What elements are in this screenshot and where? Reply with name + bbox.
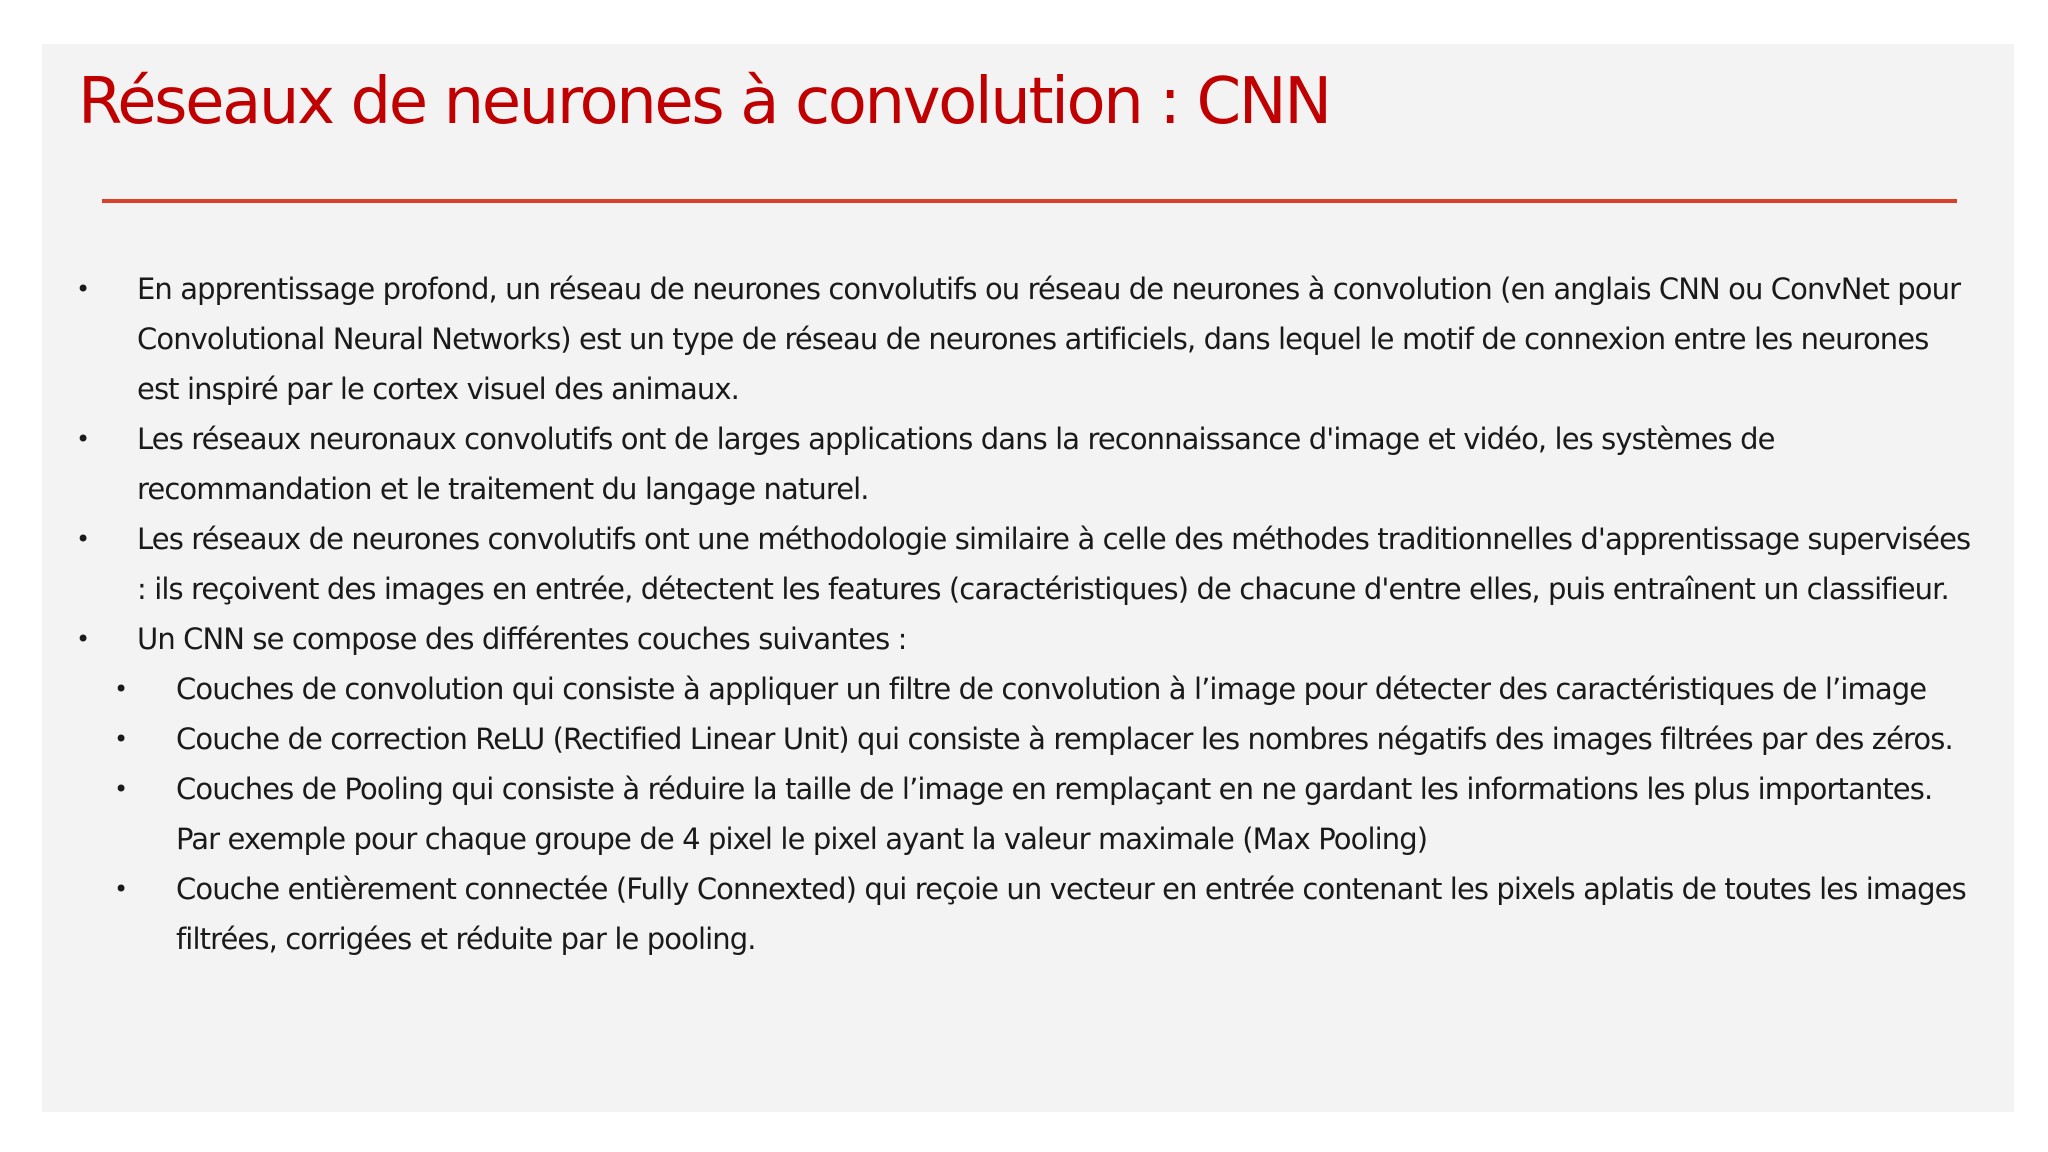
sub-bullet-dot: •: [114, 675, 128, 703]
slide-title: Réseaux de neurones à convolution : CNN: [78, 65, 1330, 139]
bullet-item: [76, 264, 1976, 414]
bullet-item: [76, 514, 1976, 614]
bullet-text: Les réseaux neuronaux convolutifs ont de larges applications dans la reconnaissance d'image et vidéo, les systèmes de recommandation et le traitement du langage naturel.: [137, 422, 1775, 506]
sub-bullet-text: Couche de correction ReLU (Rectified Linear Unit) qui consiste à remplacer les nombres négatifs des images filtrées par des zéros.: [176, 722, 1953, 756]
sub-bullet-text: Couche entièrement connectée (Fully Connexted) qui reçoie un vecteur en entrée contenant les pixels aplatis de toutes les images filtrées, corrigées et réduite par le pooling.: [176, 872, 1966, 956]
bullet-list: [76, 264, 1976, 964]
sub-bullet-item: [76, 714, 1976, 764]
bullet-text: Les réseaux de neurones convolutifs ont une méthodologie similaire à celle des méthodes traditionnelles d'apprentissage supervisées : ils reçoivent des images en entrée, détectent les features (caractéristiques) de chacune d'entre elles, puis entraînent un classifieur.: [137, 522, 1971, 606]
sub-bullet-dot: •: [114, 725, 128, 753]
bullet-dot: •: [76, 425, 90, 453]
bullet-dot: •: [76, 625, 90, 653]
bullet-text: En apprentissage profond, un réseau de neurones convolutifs ou réseau de neurones à convolution (en anglais CNN ou ConvNet pour Convolutional Neural Networks) est un type de réseau de neurones artificiels, dans lequel le motif de connexion entre les neurones est inspiré par le cortex visuel des animaux.: [137, 272, 1961, 406]
sub-bullet-text: Couches de convolution qui consiste à appliquer un filtre de convolution à l’image pour détecter des caractéristiques de l’image: [176, 672, 1927, 706]
bullet-item: [76, 414, 1976, 514]
sub-bullet-item: [76, 864, 1976, 964]
sub-bullet-item: [76, 664, 1976, 714]
title-divider: [102, 199, 1957, 203]
slide: [42, 44, 2014, 1112]
sub-bullet-dot: •: [114, 775, 128, 803]
bullet-dot: •: [76, 525, 90, 553]
sub-bullet-text: Couches de Pooling qui consiste à réduire la taille de l’image en remplaçant en ne gardant les informations les plus importantes. Par exemple pour chaque groupe de 4 pixel le pixel ayant la valeur maximale (Max Pooling): [176, 772, 1933, 856]
sub-bullet-dot: •: [114, 875, 128, 903]
bullet-item: [76, 614, 1976, 664]
bullet-text: Un CNN se compose des différentes couches suivantes :: [137, 622, 907, 656]
sub-bullet-item: [76, 764, 1976, 864]
bullet-dot: •: [76, 275, 90, 303]
